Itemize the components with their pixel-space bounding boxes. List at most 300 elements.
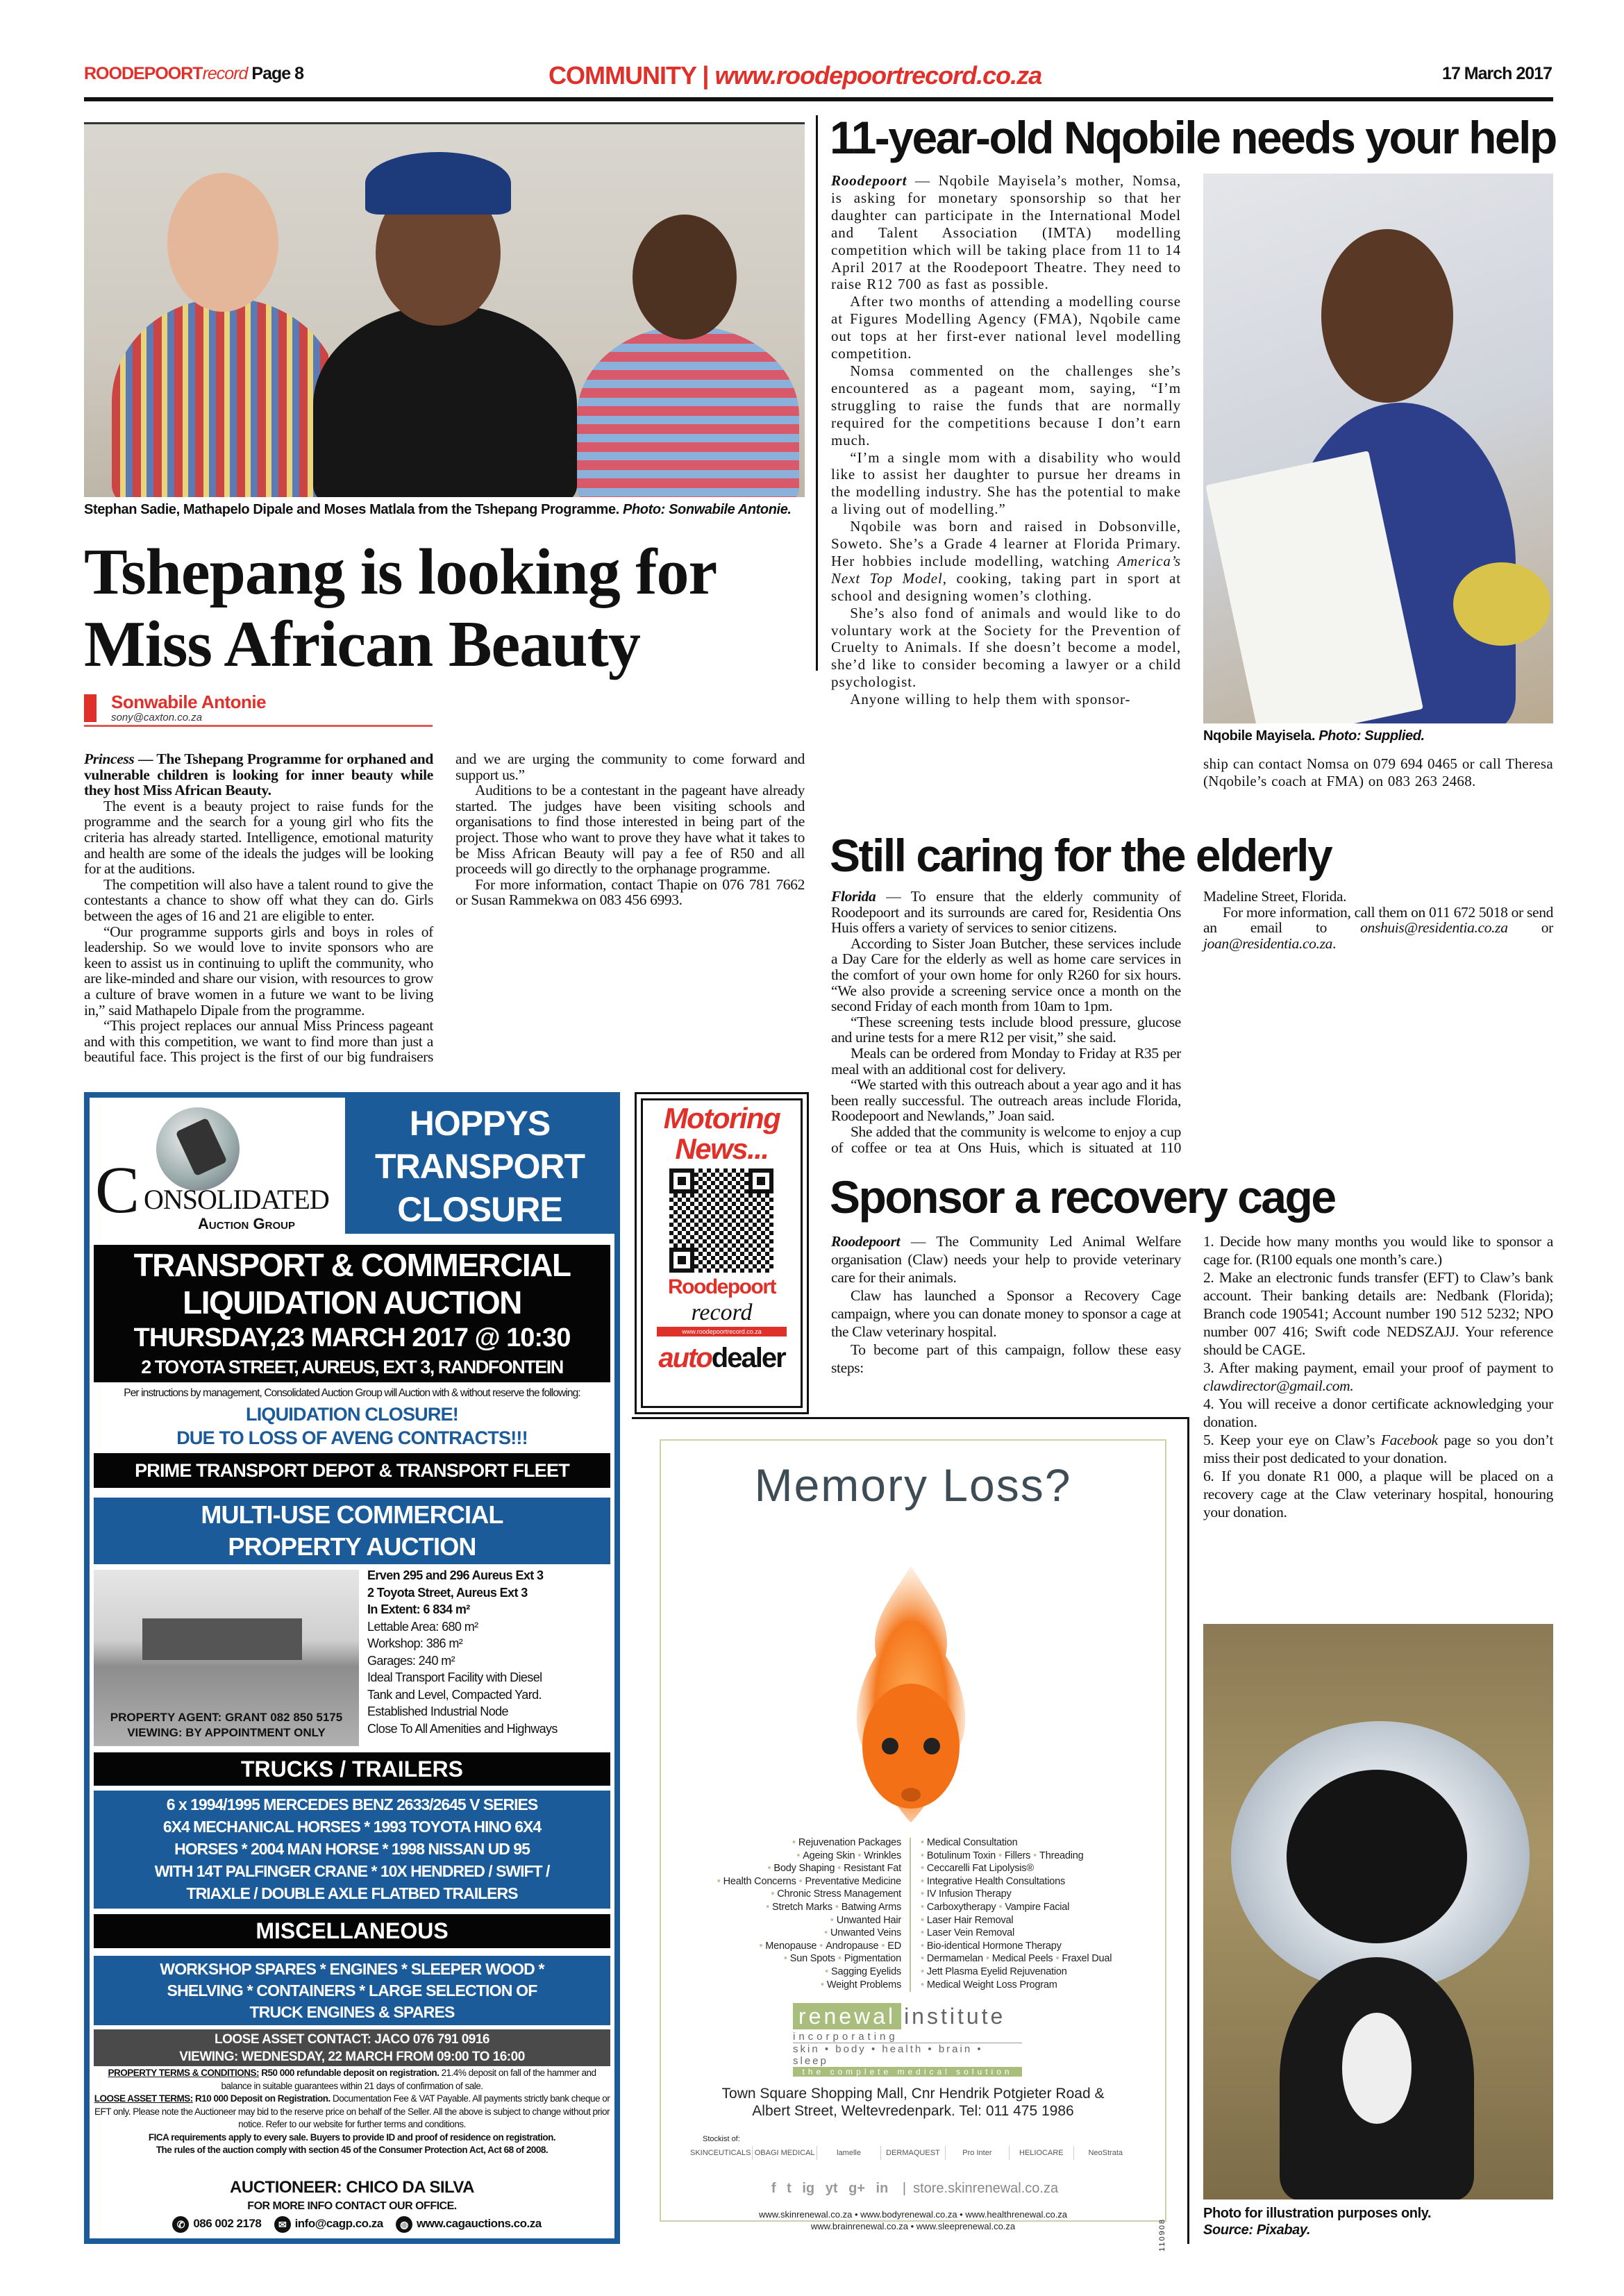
text-run: She’s also fond of animals and would like to do voluntary work at the Society for the Prevention of Cruelty to Animals. If she doesn’t become a model, she’d like to consider becoming a lawyer or a child psychologist. bbox=[831, 604, 1181, 691]
trucks-heading: TRUCKS / TRAILERS bbox=[94, 1752, 610, 1786]
misc-list bbox=[94, 1956, 610, 2025]
list-item: ED bbox=[887, 1940, 901, 1952]
elderly-headline: Still caring for the elderly bbox=[830, 830, 1332, 881]
spec-line: In Extent: 6 834 m² bbox=[367, 1602, 470, 1616]
bullet-icon: • bbox=[998, 1901, 1003, 1913]
text-run: . bbox=[1332, 935, 1337, 952]
logo-word: ONSOLIDATED bbox=[144, 1184, 329, 1215]
list-item: Preventative Medicine bbox=[805, 1875, 901, 1887]
emphasis: America’s Next Top Model bbox=[831, 552, 1181, 587]
list-line bbox=[918, 1901, 1112, 1914]
paragraph bbox=[831, 1341, 1181, 1377]
website-line[interactable]: www.skinrenewal.co.za • www.bodyrenewal.co.za • www.healthrenewal.co.za bbox=[758, 2209, 1068, 2220]
loose-asset-contact bbox=[94, 2029, 610, 2066]
bullet-icon: • bbox=[759, 1940, 763, 1952]
website-link[interactable]: www.cagauctions.co.za bbox=[416, 2217, 542, 2230]
text-run: 4. You will receive a donor certificate acknowledging your donation. bbox=[1203, 1396, 1553, 1430]
list-line bbox=[714, 1901, 901, 1914]
facebook-icon[interactable]: f bbox=[771, 2181, 776, 2196]
motoring-news-advert bbox=[635, 1092, 809, 1414]
twitter-icon[interactable]: t bbox=[787, 2181, 792, 2196]
tshepang-article-body bbox=[84, 751, 805, 1086]
paragraph bbox=[1203, 1395, 1553, 1431]
list-item: Jett Plasma Eyelid Rejuvenation bbox=[926, 1966, 1067, 1977]
text-run: Meals can be ordered from Monday to Friday at R35 per meal with an additional cost for delivery. bbox=[831, 1044, 1181, 1078]
caption-text: Nqobile Mayisela. bbox=[1203, 728, 1316, 744]
memory-loss-title: Memory Loss? bbox=[754, 1459, 1072, 1511]
dateline: Princess bbox=[84, 751, 135, 767]
nqobile-photo-caption bbox=[1203, 728, 1425, 744]
bullet-icon: • bbox=[921, 1953, 924, 1965]
property-auction-banner bbox=[94, 1498, 610, 1564]
text-run: “Our programme supports girls and boys in roles of leadership. So we would love to invite sponsors who are keen to assist us in continuing to uplift the community, who are like-minded and share our vision, with resources to grow a culture of brave women in a future we want to be living in,” said Mathapelo Dipale from the programme. bbox=[84, 923, 433, 1019]
bullet-icon: • bbox=[792, 1837, 796, 1848]
banner-line: MULTI-USE COMMERCIAL bbox=[201, 1500, 503, 1529]
bullet-icon: • bbox=[921, 1914, 924, 1926]
text-run: — Nqobile Mayisela’s mother, Nomsa, is asking for monetary sponsorship so that her daughter can participate in the International Model and Talent Association (IMTA) modelling competition which will be taking place from 11 to 14 April 2017 at the Roodepoort Theatre. They need to raise R12 700 as fast as possible. bbox=[831, 172, 1181, 293]
website-line[interactable]: www.brainrenewal.co.za • www.sleeprenewal.co.za bbox=[810, 2221, 1016, 2231]
paragraph bbox=[455, 782, 805, 877]
list-item: Ageing Skin bbox=[803, 1850, 855, 1861]
paragraph bbox=[831, 1077, 1181, 1124]
logo-tagline: skin • body • health • brain • sleep bbox=[793, 2043, 983, 2067]
address-line: Town Square Shopping Mall, Cnr Hendrik Potgieter Road & bbox=[721, 2086, 1105, 2102]
bullet-icon: • bbox=[835, 1901, 839, 1913]
banner-line: PROPERTY AUCTION bbox=[228, 1532, 476, 1561]
auctioneer-name: AUCTIONEER: CHICO DA SILVA bbox=[230, 2178, 474, 2197]
spec-line: Garages: 240 m² bbox=[367, 1653, 455, 1668]
stockist-label: Stockist of: bbox=[703, 2135, 740, 2143]
emphasis: clawdirector@gmail.com. bbox=[1203, 1377, 1354, 1394]
paragraph bbox=[831, 889, 1181, 936]
site-url-link[interactable]: www.roodepoortrecord.co.za bbox=[714, 61, 1042, 90]
list-item: Botulinum Toxin bbox=[926, 1850, 996, 1861]
paragraph bbox=[831, 1232, 1181, 1287]
rules-note: The rules of the auction comply with section 45 of the Consumer Protection Act, Act 68 of 2008. bbox=[156, 2145, 549, 2155]
spec-line: Close To All Amenities and Highways bbox=[367, 1721, 558, 1736]
auction-date: THURSDAY,23 MARCH 2017 @ 10:30 bbox=[133, 1323, 571, 1352]
byline-rule bbox=[84, 725, 433, 727]
list-item: Ceccarelli Fat Lipolysis® bbox=[926, 1863, 1034, 1875]
loose-contact: LOOSE ASSET CONTACT: JACO 076 791 0916 bbox=[215, 2032, 489, 2047]
motoring-title bbox=[643, 1103, 801, 1164]
text-run: 6. If you donate R1 000, a plaque will be placed on a recovery cage at the Claw veterinary hospital, honouring your donation. bbox=[1203, 1468, 1553, 1520]
list-item: Menopause bbox=[765, 1940, 817, 1952]
emphasis: — The Tshepang Programme for orphaned and vulnerable children is looking for inner beauty while they host Miss African Beauty. bbox=[84, 751, 433, 799]
truck-line: 6 x 1994/1995 MERCEDES BENZ 2633/2645 V SERIES bbox=[166, 1795, 538, 1813]
list-item: Medical Consultation bbox=[926, 1837, 1018, 1848]
caption-text: Stephan Sadie, Mathapelo Dipale and Moses Matlala from the Tshepang Programme. bbox=[84, 502, 619, 517]
stockist-logo: SKINCEUTICALS bbox=[689, 2146, 753, 2160]
list-line bbox=[918, 1875, 1112, 1888]
email-icon: ✉ bbox=[274, 2216, 291, 2233]
closure-reason: DUE TO LOSS OF AVENG CONTRACTS!!! bbox=[176, 1427, 528, 1448]
list-line bbox=[714, 1927, 901, 1940]
bullet-icon: • bbox=[921, 1927, 924, 1939]
header-rule bbox=[84, 97, 1553, 101]
list-item: Health Concerns bbox=[723, 1875, 796, 1887]
property-photo bbox=[94, 1570, 359, 1746]
viewing-time: VIEWING: WEDNESDAY, 22 MARCH FROM 09:00 TO 16:00 bbox=[179, 2050, 525, 2064]
logo-subtitle: Auction Group bbox=[198, 1215, 295, 1232]
claw-article-body bbox=[831, 1232, 1181, 1377]
ad-code: 110908 bbox=[1158, 2218, 1166, 2252]
bullet-icon: • bbox=[1055, 1953, 1060, 1965]
terms-deposit: R50 000 refundable deposit on registration. bbox=[259, 2068, 440, 2078]
social-links: f t ig yt g+ in | store.skinrenewal.co.za bbox=[771, 2181, 1059, 2196]
consolidated-auction-logo bbox=[94, 1102, 344, 1234]
website-list bbox=[661, 2209, 1165, 2232]
paragraph bbox=[1203, 1431, 1553, 1467]
list-item: Dermamelan bbox=[926, 1953, 983, 1965]
list-item: Stretch Marks bbox=[772, 1901, 832, 1913]
emphasis: onshuis@residentia.co.za bbox=[1360, 919, 1508, 937]
masthead-brand: ROODEPOORT bbox=[84, 64, 203, 83]
stockist-logo: Pro Inter bbox=[946, 2146, 1010, 2160]
list-item: Chronic Stress Management bbox=[777, 1888, 901, 1900]
list-item: Sagging Eyelids bbox=[831, 1966, 901, 1977]
bullet-icon: • bbox=[837, 1953, 842, 1965]
list-line bbox=[918, 1966, 1112, 1979]
phone-number[interactable]: 086 002 2178 bbox=[193, 2217, 262, 2230]
email-link[interactable]: info@cagp.co.za bbox=[294, 2217, 383, 2230]
list-line bbox=[714, 1952, 901, 1966]
photo-credit: Photo: Sonwabile Antonie. bbox=[623, 502, 792, 517]
text-run: “This project replaces our annual Miss Princess pageant and with this competition, we want to find more than just a beautiful face. This project is the first of our big fundraisers and we are urging the community to come forward and support us.” bbox=[84, 751, 805, 1066]
list-line bbox=[714, 1888, 901, 1901]
list-line bbox=[918, 1862, 1112, 1875]
auction-advert bbox=[84, 1092, 620, 2244]
list-item: Sun Spots bbox=[789, 1953, 835, 1965]
claw-headline: Sponsor a recovery cage bbox=[830, 1171, 1335, 1223]
bullet-icon: • bbox=[921, 1850, 924, 1861]
bullet-icon: • bbox=[921, 1875, 924, 1887]
list-line bbox=[714, 1940, 901, 1953]
photo-credit: Source: Pixabay. bbox=[1203, 2222, 1311, 2238]
list-item: Vampire Facial bbox=[1005, 1901, 1070, 1913]
treatments-list-right bbox=[918, 1836, 1112, 1991]
truck-line: WITH 14T PALFINGER CRANE * 10X HENDRED / SWIFT / bbox=[154, 1862, 550, 1880]
paragraph bbox=[831, 449, 1181, 519]
text-run: To become part of this campaign, follow these easy steps: bbox=[831, 1341, 1181, 1376]
terms-deposit: R10 000 Deposit on Registration. bbox=[192, 2093, 330, 2104]
logo-part: auto bbox=[658, 1343, 712, 1373]
paragraph bbox=[831, 172, 1181, 293]
bullet-icon: • bbox=[830, 1914, 834, 1926]
bullet-icon: • bbox=[881, 1940, 885, 1952]
list-item: Pigmentation bbox=[844, 1953, 901, 1965]
bullet-icon: • bbox=[921, 1979, 924, 1991]
dateline: Roodepoort bbox=[831, 1233, 901, 1250]
bullet-icon: • bbox=[1033, 1850, 1037, 1861]
text-run: The competition will also have a talent round to give the contestants a chance to show off what they can do. Girls between the ages of 16 and 21 are eligible to enter. bbox=[84, 875, 433, 924]
goldfish-image bbox=[821, 1538, 1001, 1829]
misc-heading: MISCELLANEOUS bbox=[94, 1914, 610, 1948]
banner-line: TRANSPORT bbox=[374, 1147, 585, 1186]
bullet-icon: • bbox=[921, 1888, 924, 1900]
text-run: 3. After making payment, email your proof of payment to bbox=[1203, 1359, 1553, 1376]
list-line bbox=[918, 1927, 1112, 1940]
tshepang-headline: Tshepang is looking for Miss African Beauty bbox=[84, 536, 716, 680]
list-line bbox=[714, 1875, 901, 1888]
more-info-note: FOR MORE INFO CONTACT OUR OFFICE. bbox=[247, 2200, 457, 2212]
instagram-icon[interactable]: ig bbox=[802, 2181, 815, 2196]
paragraph bbox=[831, 1014, 1181, 1046]
bullet-icon: • bbox=[767, 1863, 771, 1875]
text-run: — To ensure that the elderly community of Roodepoort and its surrounds are cared for, Residentia Ons Huis offers a variety of services to senior citizens. bbox=[831, 888, 1181, 937]
trucks-list bbox=[94, 1791, 610, 1909]
emphasis: joan@residentia.co.za bbox=[1203, 935, 1333, 952]
globe-icon: ◍ bbox=[396, 2216, 412, 2233]
text-run: According to Sister Joan Butcher, these services include a Day Care for the elderly as well as home care services in the comfort of your own home for only R260 for six hours. “We also provide a screening service once a month on the second Friday of each month from 10am to 1pm. bbox=[831, 935, 1181, 1015]
viewing-note: VIEWING: BY APPOINTMENT ONLY bbox=[127, 1726, 326, 1739]
text-run: For more information, call them on 011 672 5018 or send an email to bbox=[1203, 903, 1553, 937]
logo-part: renewal bbox=[793, 2003, 901, 2029]
list-line bbox=[714, 1850, 901, 1863]
column-divider bbox=[816, 115, 818, 671]
stockist-logo: OBAGI MEDICAL bbox=[753, 2146, 817, 2160]
auction-title-box bbox=[94, 1245, 610, 1382]
emphasis: Facebook bbox=[1380, 1432, 1438, 1448]
bullet-icon: • bbox=[921, 1863, 924, 1875]
list-line bbox=[918, 1940, 1112, 1953]
list-line bbox=[918, 1979, 1112, 1992]
list-item: Medical Weight Loss Program bbox=[926, 1979, 1057, 1991]
auction-title-line: LIQUIDATION AUCTION bbox=[183, 1284, 521, 1321]
paragraph bbox=[1203, 1232, 1553, 1268]
paragraph bbox=[1203, 1268, 1553, 1359]
autodealer-logo bbox=[643, 1342, 801, 1374]
page-folio bbox=[84, 64, 303, 84]
list-item: Threading bbox=[1039, 1850, 1084, 1861]
stockist-logo: HELIOCARE bbox=[1010, 2146, 1073, 2160]
bullet-icon: • bbox=[783, 1953, 787, 1965]
nqobile-continuation bbox=[1203, 755, 1553, 790]
truck-line: TRIAXLE / DOUBLE AXLE FLATBED TRAILERS bbox=[186, 1884, 518, 1902]
text-run: After two months of attending a modelling course at Figures Modelling Agency (FMA), Nqobile came out tops at her first-ever national level modelling competition. bbox=[831, 293, 1181, 362]
paragraph bbox=[84, 924, 433, 1019]
spec-line: Ideal Transport Facility with Diesel bbox=[367, 1670, 542, 1684]
list-item: Wrinkles bbox=[864, 1850, 901, 1861]
logo-solution: the complete medical solution bbox=[793, 2067, 1022, 2077]
title-line: Motoring bbox=[663, 1102, 780, 1134]
list-item: Batwing Arms bbox=[841, 1901, 901, 1913]
text-run: page so you don’t miss their post dedicated to your donation. bbox=[1203, 1432, 1553, 1466]
list-line bbox=[918, 1914, 1112, 1927]
text-run: Anyone willing to help them with sponsor- bbox=[850, 691, 1131, 708]
text-run: Nomsa commented on the challenges she’s encountered as a pageant mom, saying, “I’m struggling to raise the funds that are normally required for the competitions because I don’t earn much. bbox=[831, 362, 1181, 449]
agent-contact: PROPERTY AGENT: GRANT 082 850 5175 bbox=[110, 1711, 343, 1724]
paper-name: Roodepoort bbox=[668, 1275, 776, 1298]
dateline: Florida bbox=[831, 888, 876, 905]
bullet-icon: • bbox=[921, 1901, 924, 1913]
claw-steps-list bbox=[1203, 1232, 1553, 1521]
bullet-icon: • bbox=[798, 1875, 803, 1887]
auction-instructions: Per instructions by management, Consolidated Auction Group will Auction with & without reserve the following: bbox=[124, 1387, 580, 1399]
misc-line: WORKSHOP SPARES * ENGINES * SLEEPER WOOD * bbox=[160, 1960, 544, 1978]
caption-text: Photo for illustration purposes only. bbox=[1203, 2206, 1432, 2221]
truck-line: 6X4 MECHANICAL HORSES * 1993 TOYOTA HINO 6X4 bbox=[162, 1818, 542, 1836]
spec-line: Workshop: 386 m² bbox=[367, 1636, 463, 1650]
text-run: Claw has launched a Sponsor a Recovery Cage campaign, where you can donate money to sponsor a cage at the Claw veterinary hospital. bbox=[831, 1287, 1181, 1340]
nqobile-headline: 11-year-old Nqobile needs your help bbox=[830, 112, 1556, 163]
text-run: “These screening tests include blood pressure, glucose and urine tests for a mere R12 per visit,” she said. bbox=[831, 1013, 1181, 1046]
bullet-icon: • bbox=[921, 1837, 924, 1848]
bullet-icon: • bbox=[998, 1850, 1002, 1861]
list-line bbox=[918, 1836, 1112, 1850]
issue-date: 17 March 2017 bbox=[1442, 64, 1552, 83]
store-link[interactable]: store.skinrenewal.co.za bbox=[913, 2181, 1059, 2196]
renewal-institute-logo bbox=[793, 2003, 1022, 2077]
text-run: — The Community Led Animal Welfare organisation (Claw) needs your help to provide veterinary care for their animals. bbox=[831, 1233, 1181, 1286]
qr-code[interactable] bbox=[669, 1168, 773, 1273]
elderly-article-body bbox=[831, 889, 1553, 1170]
banner-line: HOPPYS bbox=[409, 1104, 551, 1143]
tshepang-photo-caption bbox=[84, 501, 813, 518]
text-run: 2. Make an electronic funds transfer (EFT) to Claw’s bank account. Their banking details are: Nedbank (Florida); Branch code 190541; Account number 190 512 5232; NPO number 007 416; Swift code NEDSZAJJ. Your reference should be CAGE. bbox=[1203, 1269, 1553, 1358]
truck-line: HORSES * 2004 MAN HORSE * 1998 NISSAN UD 95 bbox=[174, 1840, 530, 1858]
bullet-icon: • bbox=[717, 1875, 721, 1887]
list-line bbox=[918, 1888, 1112, 1901]
title-line: News... bbox=[675, 1132, 769, 1165]
nqobile-photo bbox=[1203, 174, 1553, 723]
list-line bbox=[714, 1836, 901, 1850]
property-specs bbox=[367, 1567, 558, 1737]
bullet-icon: • bbox=[796, 1850, 801, 1861]
paper-name-italic: record bbox=[691, 1300, 753, 1325]
section-name: COMMUNITY bbox=[549, 61, 696, 90]
address-line: Albert Street, Weltevredenpark. Tel: 011 475 1986 bbox=[752, 2103, 1074, 2119]
building-shape bbox=[142, 1618, 302, 1660]
separator: | bbox=[702, 61, 709, 90]
paragraph bbox=[831, 605, 1181, 692]
terms-text: Documentation Fee & VAT Payable. All payments strictly bank cheque or EFT only. Please note the Auctioneer may bid to the reserve price on behalf of the Seller. All the above is subject to change without prior notice. Refer to our website for further terms and conditions. bbox=[94, 2093, 610, 2129]
paragraph bbox=[84, 877, 433, 924]
dog-photo-caption bbox=[1203, 2205, 1431, 2238]
terms-label: PROPERTY TERMS & CONDITIONS: bbox=[108, 2068, 260, 2078]
stockist-logos bbox=[689, 2146, 1137, 2160]
paragraph bbox=[1203, 1359, 1553, 1395]
youtube-icon[interactable]: yt bbox=[825, 2181, 838, 2196]
byline-name: Sonwabile Antonie bbox=[111, 692, 267, 712]
stockist-logo: DERMAQUEST bbox=[881, 2146, 945, 2160]
list-item: Weight Problems bbox=[826, 1979, 901, 1991]
bullet-icon: • bbox=[771, 1888, 775, 1900]
stockist-logo: lamelle bbox=[817, 2146, 881, 2160]
bullet-icon: • bbox=[921, 1940, 924, 1952]
terms-label: LOOSE ASSET TERMS: bbox=[94, 2093, 193, 2104]
list-item: IV Infusion Therapy bbox=[926, 1888, 1012, 1900]
misc-line: TRUCK ENGINES & SPARES bbox=[249, 2003, 455, 2021]
paper-url: www.roodepoortrecord.co.za bbox=[657, 1327, 787, 1336]
google-plus-icon[interactable]: g+ bbox=[848, 2181, 865, 2196]
masthead-brand-italic: record bbox=[202, 64, 248, 83]
list-item: Fraxel Dual bbox=[1062, 1953, 1112, 1965]
tshepang-group-photo bbox=[84, 122, 805, 497]
logo-part: incorporating bbox=[793, 2031, 1022, 2043]
closure-notice: LIQUIDATION CLOSURE! bbox=[246, 1404, 458, 1425]
spec-line: 2 Toyota Street, Aureus Ext 3 bbox=[367, 1585, 528, 1600]
list-item: Resistant Fat bbox=[844, 1863, 901, 1875]
auction-contacts bbox=[90, 2215, 614, 2233]
text-run: Nqobile was born and raised in Dobsonville, Soweto. She’s a Grade 4 learner at Florida Primary. Her hobbies include modelling, watching bbox=[831, 518, 1181, 569]
fica-note: FICA requirements apply to every sale. Buyers to provide ID and proof of residence on registration. bbox=[148, 2131, 556, 2143]
text-run: Auditions to be a contestant in the pageant have already started. The judges have been visiting schools and organisations to find those interested in being part of the project. Those who want to prove they have what it takes to be Miss African Beauty will pay a fee of R50 and all proceeds will go directly to the orphanage programme. bbox=[455, 782, 805, 878]
text-run: For more information, contact Thapie on 076 781 7662 or Susan Rammekwa on 083 456 6993. bbox=[455, 875, 805, 909]
terms-and-conditions bbox=[94, 2067, 610, 2157]
bullet-icon: • bbox=[837, 1863, 842, 1875]
paragraph: ship can contact Nomsa on 079 694 0465 or call Theresa (Nqobile’s coach at FMA) on 083 263 2468. bbox=[1203, 755, 1553, 789]
list-item: Unwanted Hair bbox=[836, 1914, 901, 1926]
spec-line: Established Industrial Node bbox=[367, 1704, 508, 1718]
logo-part: dealer bbox=[711, 1343, 785, 1373]
renewal-institute-advert bbox=[660, 1439, 1166, 2252]
text-run: “We started with this outreach about a year ago and it has been really successful. The outreach areas include Florida, Roodepoort and Newlands,” Joan said. bbox=[831, 1076, 1181, 1125]
terms-text: 21.4% deposit on fall of the hammer and balance in suitable guarantees within 21 days of confirmation of sale. bbox=[221, 2068, 596, 2091]
nqobile-article-body bbox=[831, 172, 1181, 708]
list-item: Laser Hair Removal bbox=[926, 1914, 1014, 1926]
list-line bbox=[918, 1850, 1112, 1863]
text-run: “I’m a single mom with a disability who would like to assist her daughter to pursue her dreams in the modelling industry. She has the potential to make a living out of modelling.” bbox=[831, 449, 1181, 518]
paragraph bbox=[1203, 1467, 1553, 1521]
text-run: She added that the community is welcome to enjoy a cup of coffee or tea at Ons Huis, which is situated at 110 Madeline Street, Florida. bbox=[831, 888, 1347, 1156]
property-agent bbox=[94, 1710, 359, 1741]
paragraph bbox=[84, 751, 433, 798]
list-item: Rejuvenation Packages bbox=[798, 1837, 901, 1848]
list-item: Body Shaping bbox=[773, 1863, 835, 1875]
text-run: 1. Decide how many months you would like to sponsor a cage for. (R100 equals one month’s care.) bbox=[1203, 1233, 1553, 1268]
paragraph bbox=[455, 877, 805, 908]
spec-line: Tank and Level, Compacted Yard. bbox=[367, 1687, 542, 1702]
linkedin-icon[interactable]: in bbox=[876, 2181, 889, 2196]
paragraph bbox=[831, 691, 1181, 708]
bullet-icon: • bbox=[820, 1979, 824, 1991]
photo-credit: Photo: Supplied. bbox=[1319, 728, 1425, 744]
list-item: Fillers bbox=[1004, 1850, 1031, 1861]
bullet-icon: • bbox=[825, 1966, 828, 1977]
section-header bbox=[549, 61, 1041, 90]
text-run: 5. Keep your eye on Claw’s bbox=[1203, 1432, 1381, 1448]
paragraph bbox=[831, 1046, 1181, 1077]
list-line bbox=[714, 1862, 901, 1875]
paragraph bbox=[831, 936, 1181, 1014]
bullet-icon: • bbox=[824, 1927, 828, 1939]
auction-address: 2 TOYOTA STREET, AUREUS, EXT 3, RANDFONTEIN bbox=[141, 1357, 563, 1377]
list-line bbox=[714, 1979, 901, 1992]
logo-initial: C bbox=[95, 1153, 140, 1227]
paragraph bbox=[831, 518, 1181, 605]
misc-line: SHELVING * CONTAINERS * LARGE SELECTION OF bbox=[167, 1981, 537, 2000]
prime-depot-banner: PRIME TRANSPORT DEPOT & TRANSPORT FLEET bbox=[94, 1453, 610, 1488]
renewal-address bbox=[661, 2085, 1165, 2120]
list-item: Andropause bbox=[826, 1940, 879, 1952]
list-line bbox=[714, 1966, 901, 1979]
paragraph bbox=[84, 798, 433, 877]
list-item: Carboxytherapy bbox=[926, 1901, 996, 1913]
treatments-list-left bbox=[714, 1836, 901, 1991]
byline-email: sony@caxton.co.za bbox=[111, 712, 203, 723]
stockist-logo: NeoStrata bbox=[1088, 2149, 1123, 2157]
dog-photo bbox=[1203, 1624, 1553, 2199]
bullet-icon: • bbox=[857, 1850, 862, 1861]
bullet-icon: • bbox=[921, 1966, 924, 1977]
list-item: Medical Peels bbox=[991, 1953, 1053, 1965]
bullet-icon: • bbox=[985, 1953, 989, 1965]
hoppys-banner bbox=[345, 1098, 614, 1234]
list-item: Laser Vein Removal bbox=[926, 1927, 1015, 1939]
list-line bbox=[714, 1914, 901, 1927]
logo-part: institute bbox=[904, 2004, 1006, 2029]
